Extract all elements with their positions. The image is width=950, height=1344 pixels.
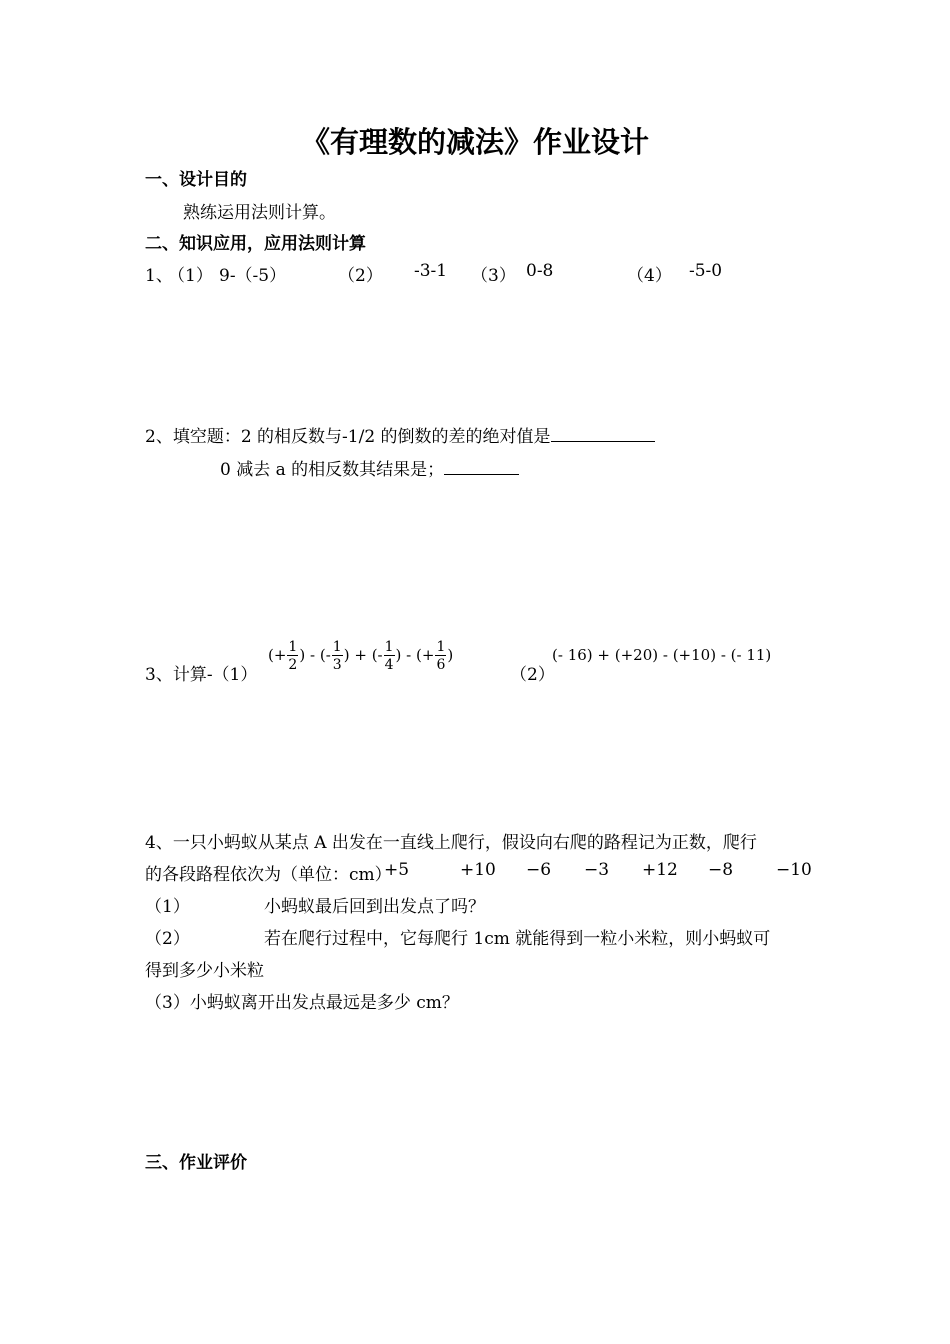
section-1-body: 熟练运用法则计算。 bbox=[183, 203, 336, 223]
question-1-part-1-num: （1） bbox=[168, 266, 213, 286]
question-4-sub-1-num: （1） bbox=[145, 897, 190, 917]
distance-value: +10 bbox=[460, 860, 496, 880]
question-3-expression-2: (- 16) + (+20) - (+10) - (- 11) bbox=[552, 646, 772, 664]
distance-value: −3 bbox=[584, 860, 610, 880]
fraction-one-half: $\frac{1}{2}$ bbox=[288, 639, 298, 673]
paren-open: (+ bbox=[268, 646, 287, 664]
question-1-part-2-expr: -3-1 bbox=[414, 261, 448, 281]
question-1-part-3-expr: 0-8 bbox=[526, 261, 554, 281]
question-3-expression-1 bbox=[268, 640, 453, 672]
distance-value: −10 bbox=[776, 860, 812, 880]
question-4-line-2-prefix: 的各段路程依次为（单位：cm） bbox=[145, 865, 392, 885]
fraction-one-quarter: $\frac{1}{4}$ bbox=[384, 639, 394, 673]
answer-blank-1[interactable] bbox=[551, 425, 655, 442]
paren-close: ) bbox=[395, 646, 402, 664]
question-1-part-3-num: （3） bbox=[471, 266, 516, 286]
question-1-label: 1、 bbox=[145, 266, 173, 286]
question-4-sub-2-continued: 得到多少小米粒 bbox=[145, 961, 264, 981]
question-4-line-1: 4、一只小蚂蚁从某点 A 出发在一直线上爬行，假设向右爬的路程记为正数，爬行 bbox=[145, 833, 757, 853]
question-1-part-2-num: （2） bbox=[338, 266, 383, 286]
distance-value: −8 bbox=[708, 860, 734, 880]
paren-open: (- bbox=[319, 646, 331, 664]
operator: - bbox=[309, 646, 316, 664]
question-2-line-1 bbox=[145, 422, 655, 447]
question-1-part-1-expr: 9-（-5） bbox=[219, 266, 287, 286]
distance-value: +5 bbox=[384, 860, 410, 880]
question-1-part-4-num: （4） bbox=[627, 266, 672, 286]
distance-value: +12 bbox=[642, 860, 678, 880]
operator: + bbox=[354, 646, 367, 664]
question-4-sub-2-text: 若在爬行过程中，它每爬行 1cm 就能得到一粒小米粒，则小蚂蚁可 bbox=[264, 929, 771, 949]
question-1-part-4-expr: -5-0 bbox=[689, 261, 723, 281]
question-2-text: 2、填空题：2 的相反数与-1/2 的倒数的差的绝对值是 bbox=[145, 427, 551, 447]
paren-open: (+ bbox=[416, 646, 435, 664]
question-2-subtext: 0 减去 a 的相反数其结果是； bbox=[220, 460, 445, 480]
section-1-heading: 一、设计目的 bbox=[145, 170, 247, 190]
answer-blank-2[interactable] bbox=[444, 458, 519, 475]
fraction-one-sixth: $\frac{1}{6}$ bbox=[436, 639, 446, 673]
paren-close: ) bbox=[299, 646, 306, 664]
section-2-heading: 二、知识应用，应用法则计算 bbox=[145, 234, 366, 254]
fraction-one-third: $\frac{1}{3}$ bbox=[332, 639, 342, 673]
paren-close: ) bbox=[343, 646, 350, 664]
distance-value: −6 bbox=[526, 860, 552, 880]
question-2-line-2 bbox=[220, 455, 519, 480]
operator: - bbox=[406, 646, 412, 664]
question-4-sub-3: （3）小蚂蚁离开出发点最远是多少 cm？ bbox=[145, 993, 459, 1013]
paren-open: (- bbox=[371, 646, 383, 664]
document-title: 《有理数的减法》作业设计 bbox=[300, 125, 649, 159]
section-3-heading: 三、作业评价 bbox=[145, 1153, 247, 1173]
question-3-label: 3、计算-（1） bbox=[145, 665, 258, 685]
paren-close: ) bbox=[447, 646, 454, 664]
question-4-sub-2-num: （2） bbox=[145, 929, 190, 949]
question-4-sub-1-text: 小蚂蚁最后回到出发点了吗？ bbox=[264, 897, 485, 917]
question-3-part-2-label: （2） bbox=[510, 665, 555, 685]
